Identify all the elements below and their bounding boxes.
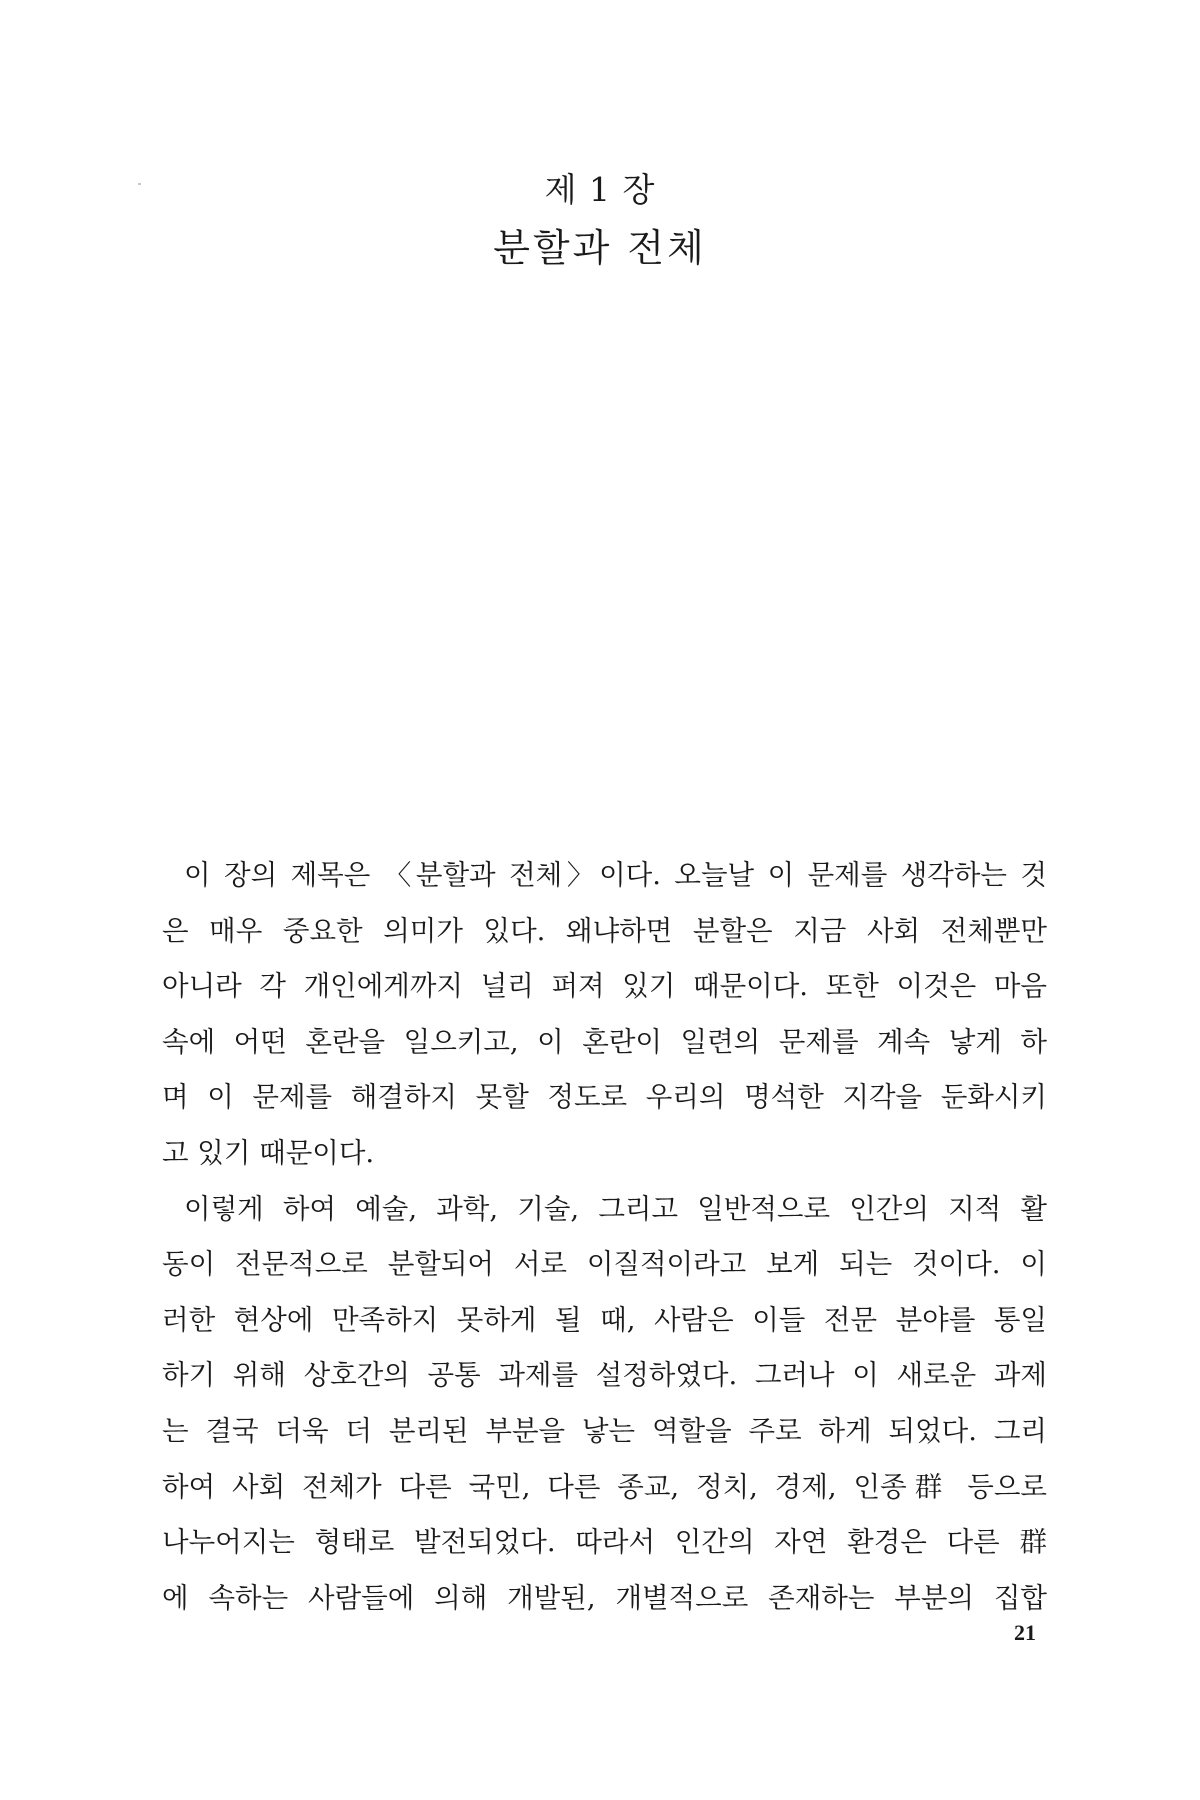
body-line: 이 장의 제목은 〈분할과 전체〉이다. 오늘날 이 문제를 생각하는 것 xyxy=(184,859,1047,891)
body-line: 에 속하는 사람들에 의해 개발된, 개별적으로 존재하는 부분의 집합 xyxy=(162,1581,1047,1614)
body-line: 하여 사회 전체가 다른 국민, 다른 종교, 정치, 경제, 인종群 등으로 xyxy=(162,1470,1047,1503)
body-line: 아니라 각 개인에게까지 널리 퍼져 있기 때문이다. 또한 이것은 마음 xyxy=(162,970,1047,1003)
body-text xyxy=(162,848,1047,1626)
chapter-heading xyxy=(0,168,1200,272)
body-line: 러한 현상에 만족하지 못하게 될 때, 사람은 이들 전문 분야를 통일 xyxy=(162,1303,1047,1336)
body-line: 나누어지는 형태로 발전되었다. 따라서 인간의 자연 환경은 다른 群 xyxy=(162,1526,1047,1559)
body-line: 하기 위해 상호간의 공통 과제를 설정하였다. 그러나 이 새로운 과제 xyxy=(162,1359,1047,1392)
body-line: 이렇게 하여 예술, 과학, 기술, 그리고 일반적으로 인간의 지적 활 xyxy=(184,1192,1047,1225)
body-line: 은 매우 중요한 의미가 있다. 왜냐하면 분할은 지금 사회 전체뿐만 xyxy=(162,914,1047,947)
body-line: 며 이 문제를 해결하지 못할 정도로 우리의 명석한 지각을 둔화시키 xyxy=(162,1081,1047,1114)
chapter-number: 제 1 장 xyxy=(544,170,656,209)
body-line: 동이 전문적으로 분할되어 서로 이질적이라고 보게 되는 것이다. 이 xyxy=(162,1248,1047,1281)
body-line: 속에 어떤 혼란을 일으키고, 이 혼란이 일련의 문제를 계속 낳게 하 xyxy=(162,1025,1047,1058)
page-number: 21 xyxy=(1014,1620,1036,1645)
chapter-title: 분할과 전체 xyxy=(493,226,707,270)
body-line: 는 결국 더욱 더 분리된 부분을 낳는 역할을 주로 하게 되었다. 그리 xyxy=(162,1414,1047,1447)
body-line: 고 있기 때문이다. xyxy=(162,1136,375,1169)
